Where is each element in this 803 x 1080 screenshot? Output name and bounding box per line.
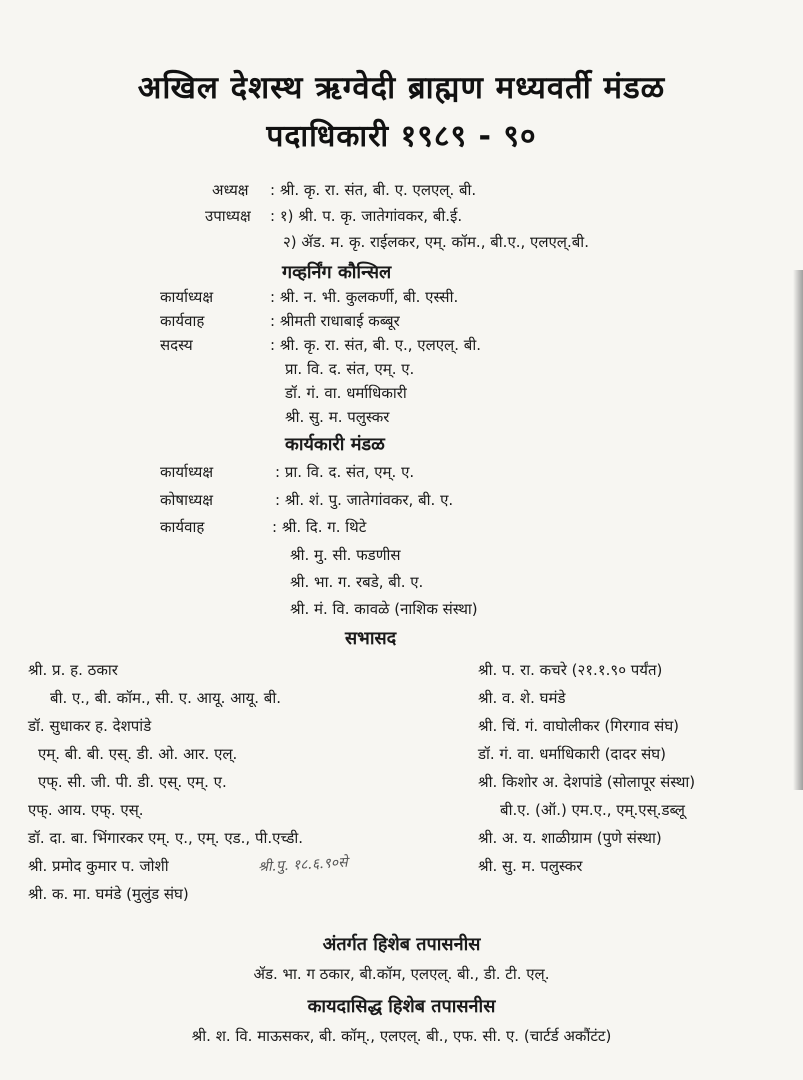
gc-member: : श्री. कृ. रा. संत, बी. ए., एलएल्. बी. — [270, 336, 481, 354]
document-subtitle-year: पदाधिकारी १९८९ - ९० — [266, 119, 537, 154]
member-left: श्री. प्र. ह. ठकार — [28, 661, 118, 679]
member-left: डॉ. सुधाकर ह. देशपांडे — [28, 717, 152, 735]
internal-auditor-name: ॲड. भा. ग ठकार, बी.कॉम, एलएल्. बी., डी. टी. एल्. — [253, 965, 550, 983]
document-title: अखिल देशस्थ ऋग्वेदी ब्राह्मण मध्यवर्ती मंडळ — [137, 70, 666, 106]
gc-member: डॉ. गं. वा. धर्माधिकारी — [285, 384, 407, 402]
member-left: श्री. प्रमोद कुमार प. जोशी — [28, 857, 169, 875]
members-heading: सभासद — [345, 628, 397, 649]
vice-president-1: : १) श्री. प. कृ. जातेगांवकर, बी.ई. — [270, 207, 463, 225]
statutory-auditor-name: श्री. श. वि. माऊसकर, बी. कॉम्., एलएल्. बी., एफ. सी. ए. (चार्टर्ड अकौंटंट) — [191, 1027, 612, 1045]
member-left: श्री. क. मा. घमंडे (मुलुंड संघ) — [28, 885, 189, 903]
gc-members-label: सदस्य — [160, 336, 193, 354]
member-right: श्री. अ. य. शाळीग्राम (पुणे संस्था) — [478, 829, 662, 847]
member-left: एम्. बी. बी. एस्. डी. ओ. आर. एल्. — [38, 745, 238, 763]
governing-council-heading: गव्हर्निंग कौन्सिल — [282, 262, 392, 283]
gc-chair-label: कार्याध्यक्ष — [160, 288, 214, 306]
member-right: श्री. प. रा. कचरे (२१.१.९० पर्यंत) — [478, 661, 663, 679]
eb-treasurer-label: कोषाध्यक्ष — [160, 491, 214, 509]
member-right: डॉ. गं. वा. धर्माधिकारी (दादर संघ) — [478, 745, 666, 763]
gc-secretary-label: कार्यवाह — [160, 312, 205, 330]
vice-president-label: उपाध्यक्ष — [205, 207, 251, 225]
eb-secretary-label: कार्यवाह — [160, 518, 205, 536]
eb-chair-label: कार्याध्यक्ष — [160, 463, 214, 481]
president-name: : श्री. कृ. रा. संत, बी. ए. एलएल्. बी. — [270, 181, 477, 199]
member-right: श्री. चिं. गं. वाघोलीकर (गिरगाव संघ) — [478, 717, 680, 735]
member-left: डॉ. दा. बा. भिंगारकर एम्. ए., एम्. एड., पी.एच्डी. — [28, 829, 304, 847]
handwritten-note: श्री.पु. १८.६.९०से — [257, 854, 348, 876]
member-right: श्री. सु. म. पलुस्कर — [478, 857, 583, 875]
eb-secretary: : श्री. दि. ग. थिटे — [272, 518, 367, 536]
internal-audit-heading: अंतर्गत हिशेब तपासनीस — [322, 934, 481, 955]
member-right: श्री. व. शे. घमंडे — [478, 689, 566, 707]
gc-member: श्री. सु. म. पलुस्कर — [285, 408, 390, 426]
member-left: एफ्. सी. जी. पी. डी. एस्. एम्. ए. — [38, 773, 227, 791]
president-label: अध्यक्ष — [212, 181, 249, 199]
statutory-audit-heading: कायदासिद्ध हिशेब तपासनीस — [307, 996, 496, 1017]
eb-treasurer-name: : श्री. शं. पु. जातेगांवकर, बी. ए. — [275, 491, 454, 509]
scan-edge-shadow — [793, 270, 803, 790]
gc-member: प्रा. वि. द. संत, एम्. ए. — [285, 360, 415, 378]
executive-board-heading: कार्यकारी मंडळ — [285, 434, 385, 455]
member-left: बी. ए., बी. कॉम., सी. ए. आयू. आयू. बी. — [50, 689, 281, 707]
gc-secretary-name: : श्रीमती राधाबाई कब्बूर — [270, 312, 400, 330]
eb-secretary: श्री. मं. वि. कावळे (नाशिक संस्था) — [290, 600, 478, 618]
member-right: श्री. किशोर अ. देशपांडे (सोलापूर संस्था) — [478, 773, 696, 791]
eb-secretary: श्री. मु. सी. फडणीस — [290, 546, 401, 564]
eb-chair-name: : प्रा. वि. द. संत, एम्. ए. — [275, 463, 415, 481]
eb-secretary: श्री. भा. ग. रबडे, बी. ए. — [290, 573, 424, 591]
member-left: एफ्. आय. एफ्. एस्. — [28, 801, 144, 819]
gc-chair-name: : श्री. न. भी. कुलकर्णी, बी. एस्सी. — [270, 288, 459, 306]
vice-president-2: २) ॲड. म. कृ. राईलकर, एम्. कॉम., बी.ए., एलएल्.बी. — [283, 233, 589, 251]
member-right: बी.ए. (ऑ.) एम.ए., एम्.एस्.डब्लू — [500, 801, 685, 819]
